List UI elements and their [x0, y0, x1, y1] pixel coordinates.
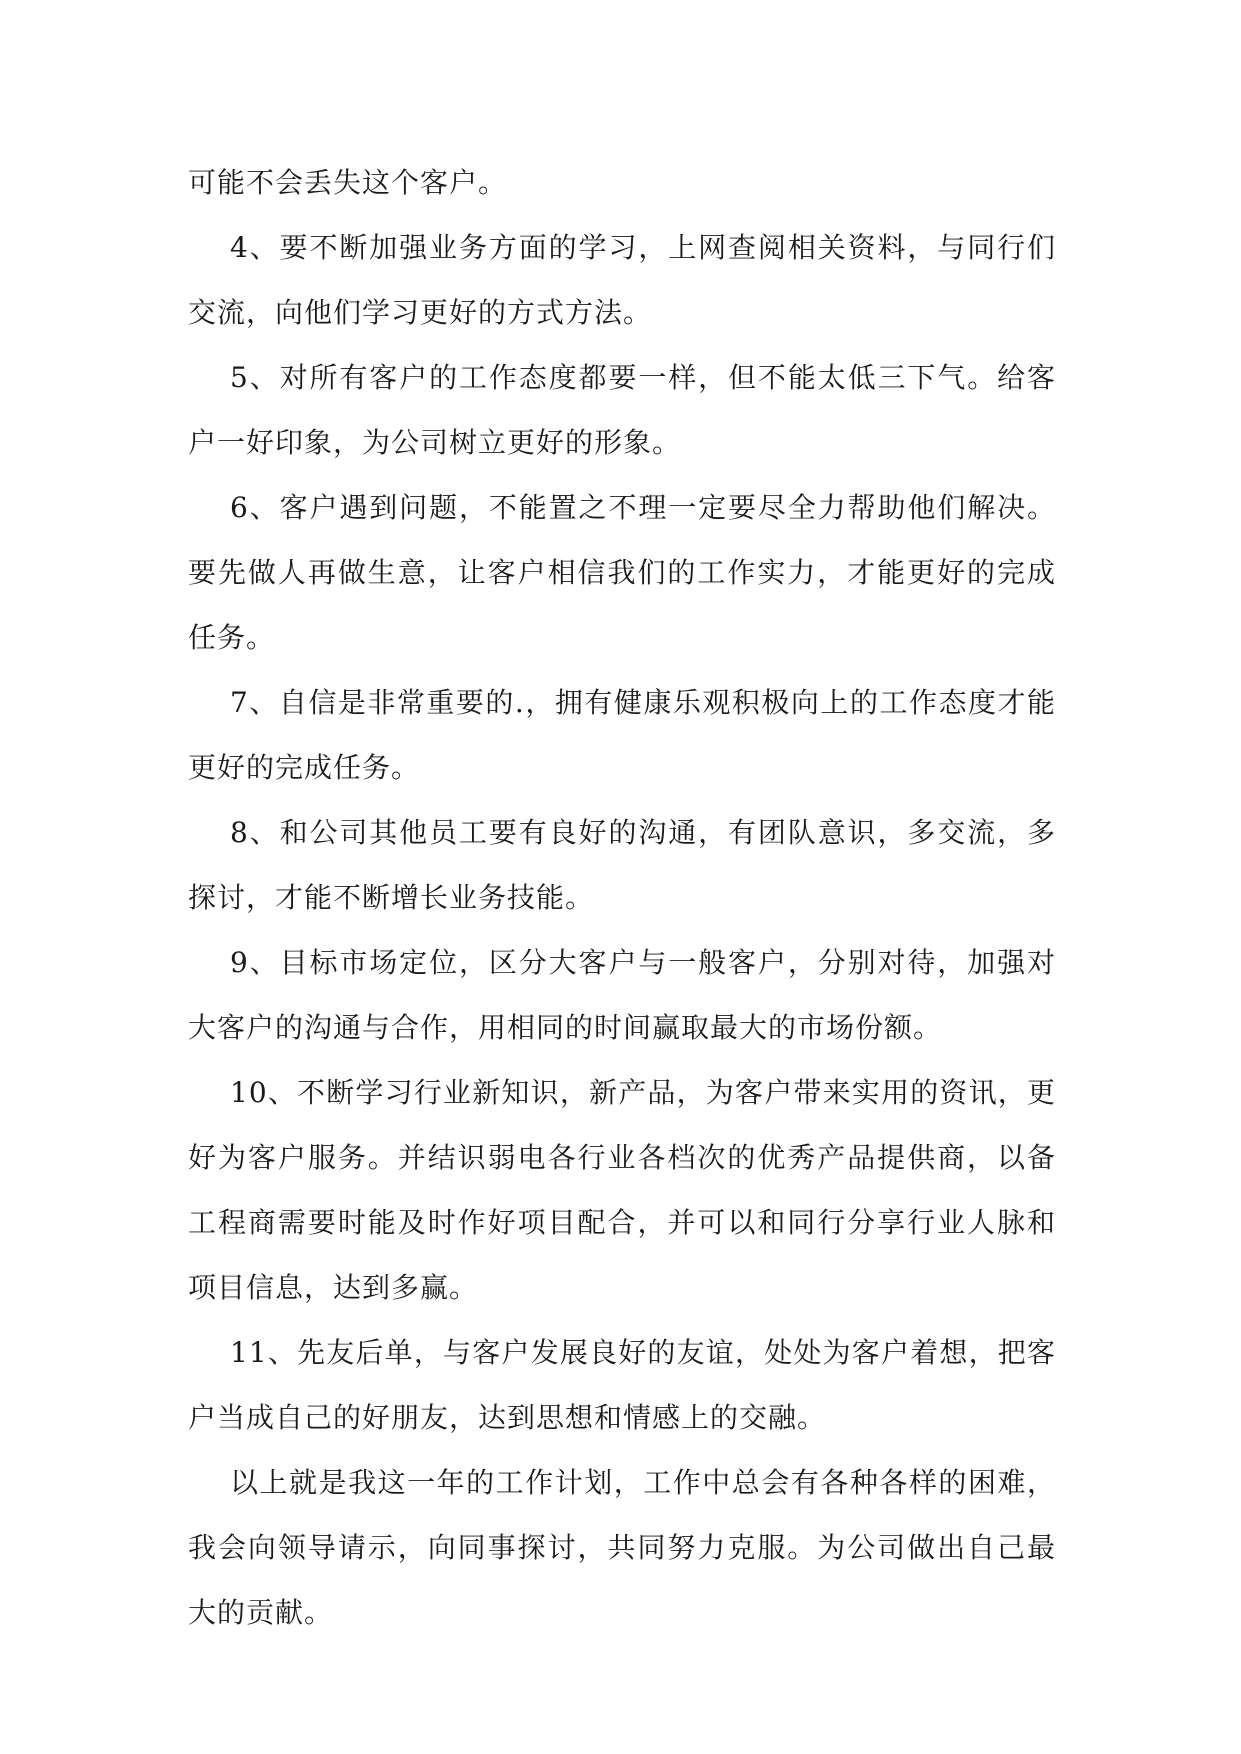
paragraph-item-9: 9、目标市场定位，区分大客户与一般客户，分别对待，加强对大客户的沟通与合作，用相同的时间赢取最大的市场份额。	[188, 946, 1056, 1044]
paragraph-item-7: 7、自信是非常重要的.，拥有健康乐观积极向上的工作态度才能更好的完成任务。	[188, 686, 1056, 784]
paragraph-item-6: 6、客户遇到问题，不能置之不理一定要尽全力帮助他们解决。要先做人再做生意，让客户相信我们的工作实力，才能更好的完成任务。	[188, 491, 1056, 654]
paragraph-continuation: 可能不会丢失这个客户。	[188, 166, 508, 199]
paragraph-item-5: 5、对所有客户的工作态度都要一样，但不能太低三下气。给客户一好印象，为公司树立更好的形象。	[188, 361, 1056, 459]
document-body	[188, 150, 1056, 1645]
paragraph-item-10: 10、不断学习行业新知识，新产品，为客户带来实用的资讯，更好为客户服务。并结识弱电各行业各档次的优秀产品提供商，以备工程商需要时能及时作好项目配合，并可以和同行分享行业人脉和项目信息，达到多赢。	[188, 1076, 1056, 1304]
paragraph-item-8: 8、和公司其他员工要有良好的沟通，有团队意识，多交流，多探讨，才能不断增长业务技能。	[188, 816, 1056, 914]
paragraph-item-11: 11、先友后单，与客户发展良好的友谊，处处为客户着想，把客户当成自己的好朋友，达到思想和情感上的交融。	[188, 1336, 1056, 1434]
paragraph-conclusion: 以上就是我这一年的工作计划，工作中总会有各种各样的困难，我会向领导请示，向同事探讨，共同努力克服。为公司做出自己最大的贡献。	[188, 1466, 1056, 1629]
paragraph-item-4: 4、要不断加强业务方面的学习，上网查阅相关资料，与同行们交流，向他们学习更好的方式方法。	[188, 231, 1056, 329]
